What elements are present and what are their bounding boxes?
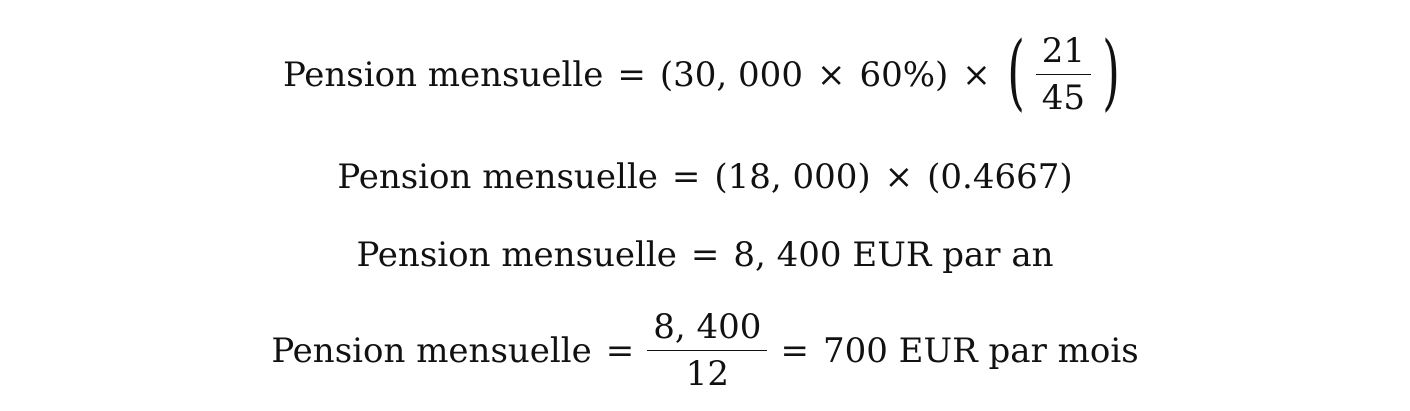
eq4-denominator: 12 <box>685 353 729 394</box>
eq2-lhs: Pension mensuelle <box>337 157 658 197</box>
eq4-rhs: 700 EUR par mois <box>822 331 1139 371</box>
eq1-numerator: 21 <box>1036 34 1091 75</box>
eq4-numerator: 8, 400 <box>647 310 767 351</box>
eq2-part2: (0.4667) <box>927 157 1073 197</box>
eq4-equals: = <box>605 331 635 371</box>
eq1-lhs: Pension mensuelle <box>282 55 604 95</box>
eq3-rhs: 8, 400 EUR par an <box>733 235 1054 275</box>
eq1-denominator: 45 <box>1041 77 1086 118</box>
eq1-times-1: × <box>816 55 846 95</box>
equation-3 <box>0 235 1410 275</box>
eq2-part1: (18, 000) <box>714 157 871 197</box>
eq4-fraction <box>647 306 767 394</box>
eq1-times-2: × <box>962 55 991 95</box>
eq1-right-paren: ) <box>1102 25 1120 120</box>
eq2-equals: = <box>671 157 701 197</box>
eq4-lhs: Pension mensuelle <box>271 331 592 371</box>
eq1-fraction <box>1036 30 1091 118</box>
eq1-part2: 60%) <box>859 55 949 95</box>
equation-1 <box>0 25 1410 122</box>
eq3-equals: = <box>690 235 720 275</box>
eq3-lhs: Pension mensuelle <box>356 235 677 275</box>
eq4-equals-2: = <box>780 331 809 371</box>
eq1-part1: (30, 000 <box>659 55 803 95</box>
eq2-times: × <box>884 157 914 197</box>
equation-2 <box>0 157 1410 197</box>
equation-4 <box>0 305 1410 397</box>
eq1-equals: = <box>617 55 646 95</box>
eq1-left-paren: ( <box>1006 25 1025 120</box>
